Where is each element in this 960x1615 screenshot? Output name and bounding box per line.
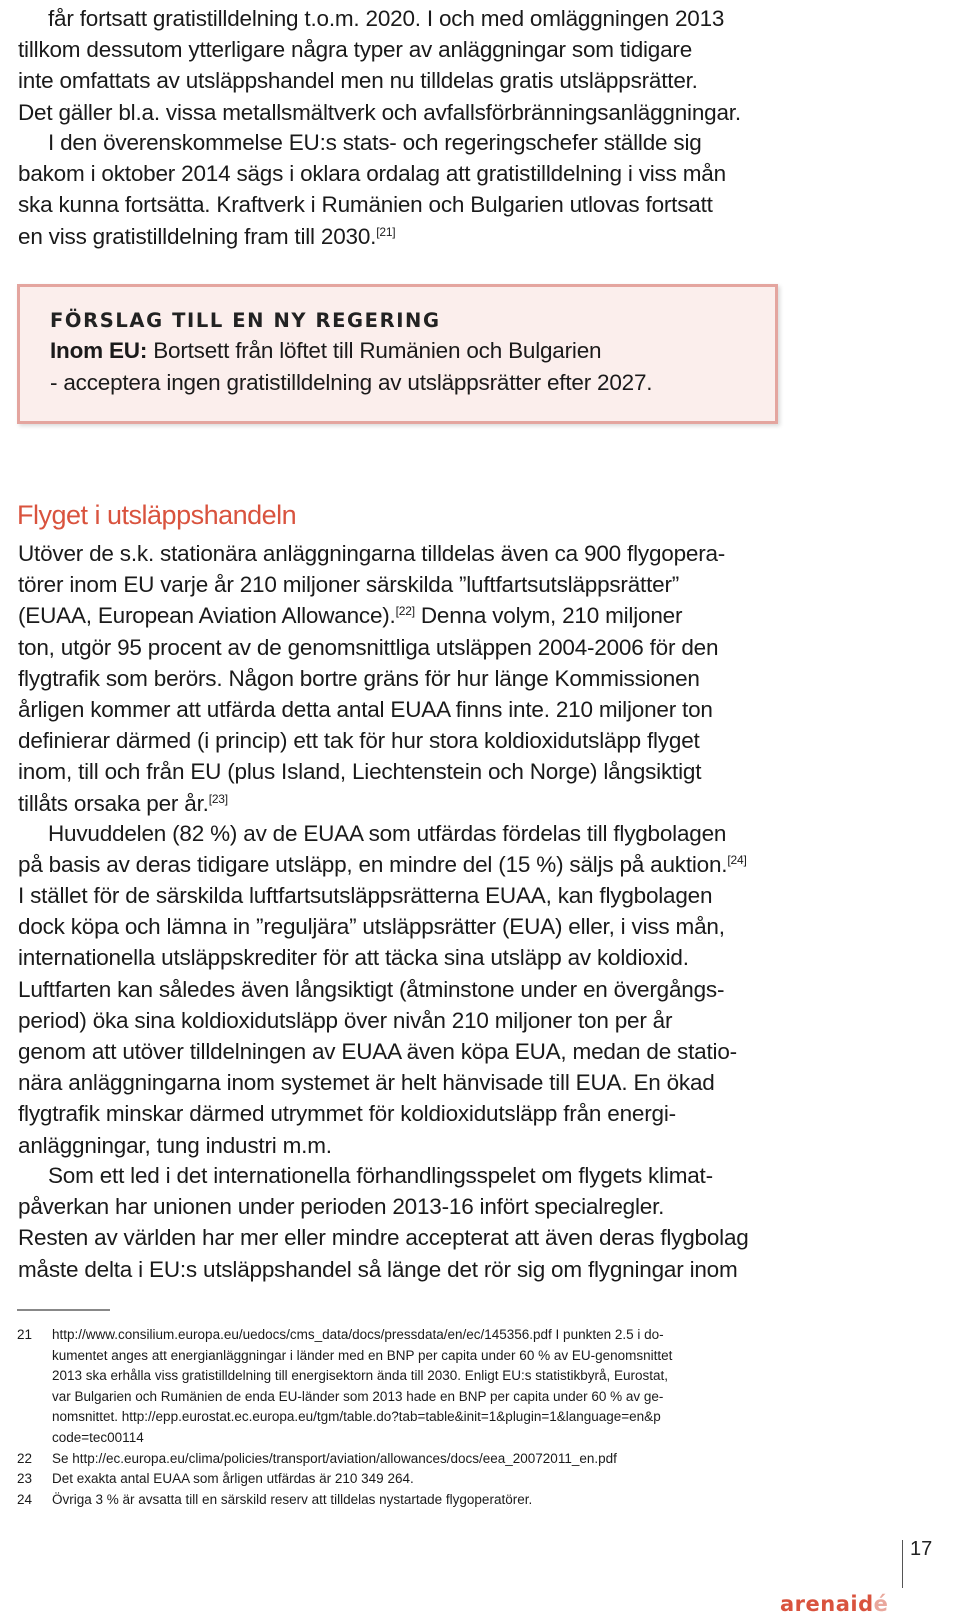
footnote-text: Det exakta antal EUAA som årligen utfärdas är 210 349 264.: [52, 1471, 414, 1486]
paragraph-forhandlingsspelet: [18, 1160, 948, 1285]
paragraph-indent: [18, 821, 48, 846]
paragraph-text: I den överenskommelse EU:s stats- och regeringschefer ställde sig bakom i oktober 2014 sägs i oklara ordalag att gratistilldelning i viss mån ska kunna fortsätta. Kraftverk i Rumänien och Bulgarien utlovas fortsatt en viss gratistilldelning fram till 2030.: [18, 130, 726, 249]
footnote-reference[interactable]: [24]: [727, 853, 747, 868]
logo-text: arenaid: [780, 1592, 874, 1615]
footnote-number: 23: [17, 1471, 33, 1486]
footnote-number: 21: [17, 1327, 33, 1342]
paragraph-text: Denna volym, 210 miljoner ton, utgör 95 procent av de genomsnittliga utsläppen 2004-2006 för den flygtrafik som berörs. Någon bortre gräns för hur länge Kommissionen årligen kommer att utfärda detta antal EUAA finns inte. 210 miljoner ton definierar därmed (i princip) ett tak för hur stora koldioxidutsläpp flyget inom, till och från EU (plus Island, Liechtenstein och Norge) långsiktigt tillåts orsaka per år.: [18, 603, 719, 816]
footnote-text[interactable]: Se http://ec.europa.eu/clima/policies/transport/aviation/allowances/docs/eea_20072011_en.pdf: [52, 1451, 617, 1466]
footnote-text[interactable]: http://www.consilium.europa.eu/uedocs/cms_data/docs/pressdata/en/ec/145356.pdf I punkten 2.5 i do- kumentet anges att energianläggningar i länder med en BNP per capita under 60 % av EU-genomsnittet 2013 ska erhålla viss gratistilldelning till energisektorn ända till 2030. Enligt EU:s statistikbyrå, Eurostat, var Bulgarien och Rumänien de enda EU-länder som 2013 hade en BNP per capita under 60 % av ge- nomsnittet. http://epp.eurostat.ec.europa.eu/tgm/table.do?tab=table&init=1&plugin=1&language=en&p code=tec00114: [52, 1327, 673, 1445]
proposal-label: Inom EU:: [50, 338, 148, 363]
arenaide-logo: [780, 1586, 888, 1615]
section-heading: Flyget i utsläppshandeln: [17, 500, 297, 530]
footnote-23: [17, 1469, 787, 1489]
paragraph-text: I stället för de särskilda luftfartsutsläppsrätterna EUAA, kan flygbolagen dock köpa och lämna in ”reguljära” utsläppsrätter (EUA) eller, i viss mån, internationella utsläppskrediter för att täcka sina utsläpp av koldioxid. Luftfarten kan således även långsiktigt (åtminstone under en övergångs- period) öka sina koldioxidutsläpp över nivån 210 miljoner ton per år genom att utöver tilldelningen av EUAA även köpa EUA, medan de statio- nära anläggningarna inom systemet är helt hänvisade till EUA. En ökad flygtrafik minskar därmed utrymmet för koldioxidutsläpp från energi- anläggningar, tung industri m.m.: [18, 883, 737, 1158]
footnote-24: [17, 1490, 787, 1510]
paragraph-gratistilldelning: [18, 3, 948, 128]
proposal-body: Bortsett från löftet till Rumänien och Bulgarien - acceptera ingen gratistilldelning av utsläppsrätter efter 2027.: [50, 338, 653, 395]
paragraph-text: Huvuddelen (82 %) av de EUAA som utfärdas fördelas till flygbolagen på basis av deras tidigare utsläpp, en mindre del (15 %) säljs på auktion.: [18, 821, 728, 878]
paragraph-flygoperatorer: [18, 538, 948, 819]
footnote-number: 24: [17, 1492, 33, 1507]
footnote-22: [17, 1449, 787, 1469]
footnote-divider: [17, 1309, 110, 1311]
footnote-number: 22: [17, 1451, 33, 1466]
proposal-box: [17, 284, 778, 424]
paragraph-overenskommelse: [18, 127, 948, 252]
page-number-divider: [902, 1540, 903, 1588]
logo-text-faded: é: [873, 1592, 889, 1615]
paragraph-i-stallet: [18, 880, 948, 1161]
paragraph-huvuddelen: [18, 818, 948, 880]
footnote-reference[interactable]: [22]: [395, 604, 415, 619]
footnote-21: [17, 1325, 787, 1449]
page-number: 17: [910, 1538, 933, 1560]
proposal-text: [50, 335, 770, 398]
paragraph-text: Som ett led i det internationella förhandlingsspelet om flygets klimat- påverkan har unionen under perioden 2013-16 infört specialregler. Resten av världen har mer eller mindre accepterat att även deras flygbolag måste delta i EU:s utsläppshandel så länge det rör sig om flygningar inom: [18, 1163, 749, 1282]
proposal-heading: FÖRSLAG TILL EN NY REGERING: [50, 309, 441, 332]
footnote-reference[interactable]: [21]: [376, 224, 396, 239]
footnote-text: Övriga 3 % är avsatta till en särskild reserv att tilldelas nystartade flygoperatörer.: [52, 1492, 533, 1507]
paragraph-text: Utöver de s.k. stationära anläggningarna tilldelas även ca 900 flygopera- törer inom EU varje år 210 miljoner särskilda ”luftfartsutsläppsrätter” (EUAA, European Aviation Allowance).: [18, 541, 726, 629]
paragraph-text: får fortsatt gratistilldelning t.o.m. 2020. I och med omläggningen 2013 tillkom dessutom ytterligare några typer av anläggningar som tidigare inte omfattats av utsläppshandel men nu tilldelas gratis utsläppsrätter. Det gäller bl.a. vissa metallsmältverk och avfallsförbränningsanläggningar.: [18, 6, 741, 125]
footnote-reference[interactable]: [23]: [208, 791, 228, 806]
